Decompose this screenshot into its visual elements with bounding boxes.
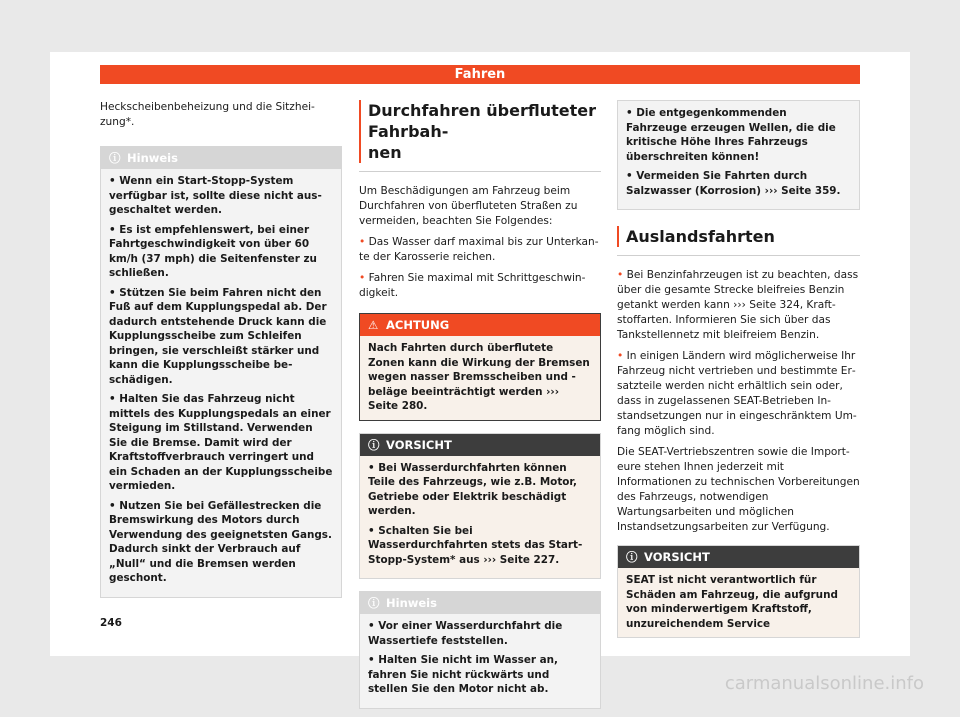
list-item: • Halten Sie das Fahrzeug nicht mittels des Kupplungspedals an einer Steigung im Stillstand. Verwenden Sie die Bremse. Damit wird der Kraftstoffverbrauch verringert und ein Schaden an der Kupplungsscheibe vermieden.	[109, 393, 333, 492]
vorsicht-title-bar	[360, 434, 600, 456]
bullet-icon: •	[359, 272, 366, 284]
list-item: • Halten Sie nicht im Wasser an, fahren Sie nicht rückwärts und stellen Sie den Motor nicht ab.	[368, 654, 558, 695]
list-item: • Schalten Sie bei Wasserdurchfahrten stets das Start-Stopp-System* aus ››› Seite 227.	[368, 524, 583, 566]
hinweis-body	[360, 614, 600, 708]
caution-icon: ⓘ	[626, 550, 638, 564]
section-heading: Durchfahren überfluteter Fahrbah- nen	[359, 100, 601, 163]
list-item: • Vor einer Wasserdurchfahrt die Wassertiefe feststellen.	[368, 620, 563, 647]
list-item: • Es ist empfehlenswert, bei einer Fahrtgeschwindigkeit von über 60 km/h (37 mph) die Seitenfenster zu schließen.	[109, 223, 317, 279]
list-item: • Bei Wasserdurchfahrten können Teile des Fahrzeugs, wie z.B. Motor, Getriebe oder Elektrik beschädigt werden.	[368, 461, 577, 517]
achtung-title-bar	[360, 314, 600, 336]
achtung-title: ACHTUNG	[386, 318, 450, 332]
hinweis-box-2	[359, 591, 601, 709]
achtung-body: Nach Fahrten durch überflutete Zonen kann die Wirkung der Bremsen wegen nasser Bremsscheiben und -beläge beeinträchtigt werden ››› Seite 280.	[360, 336, 600, 420]
vorsicht-title: VORSICHT	[644, 550, 710, 564]
list-item: • Das Wasser darf maximal bis zur Unterkante der Karosserie reichen.	[359, 236, 599, 263]
section-header: Fahren	[100, 65, 860, 84]
info-icon: ⓘ	[109, 151, 121, 165]
heading-wrap	[359, 100, 601, 172]
vorsicht-box-2	[617, 545, 860, 638]
list-item: • Wenn ein Start-Stopp-System verfügbar ist, sollte diese nicht ausgeschaltet werden.	[109, 175, 322, 216]
list-item: • In einigen Ländern wird möglicherweise Ihr Fahrzeug nicht vertrieben und bestimmte Ersatzteile werden nicht erhältlich sein oder, dass in zugelassenen SEAT-Betrieben Instandsetzungen nur in eingeschränktem Umfang möglich sind.	[617, 350, 857, 437]
list-item: • Fahren Sie maximal mit Schrittgeschwindigkeit.	[359, 272, 586, 299]
column-1	[100, 100, 342, 606]
vorsicht-box	[359, 433, 601, 580]
caution-icon: ⓘ	[368, 437, 380, 452]
hinweis-title: Hinweis	[127, 151, 178, 165]
warning-icon: ⚠	[368, 318, 379, 332]
hinweis-box	[100, 146, 342, 598]
hinweis-body	[101, 169, 341, 597]
continued-body	[618, 101, 859, 209]
list-item: • Bei Benzinfahrzeugen ist zu beachten, dass über die gesamte Strecke bleifreies Benzin getankt werden kann ››› Seite 324, Kraftstoffarten. Informieren Sie sich über das Tankstellennetz mit bleifreiem Benzin.	[617, 269, 859, 341]
bullet-icon: •	[617, 269, 624, 281]
list-item: • Vermeiden Sie Fahrten durch Salzwasser (Korrosion) ››› Seite 359.	[626, 170, 841, 197]
section-heading: Auslandsfahrten	[617, 226, 860, 247]
intro-text: Heckscheibenbeheizung und die Sitzhei- zung*.	[100, 101, 315, 128]
paragraph: Die SEAT-Vertriebszentren sowie die Importeure stehen Ihnen jederzeit mit Informationen zu technischen Vorbereitungen des Fahrzeugs, notwendigen Wartungsarbeiten und möglichen Instandsetzungsarbeiten zur Verfügung.	[617, 446, 860, 533]
hinweis-title-bar	[101, 147, 341, 169]
hinweis-title-bar	[360, 592, 600, 614]
info-icon: ⓘ	[368, 596, 380, 610]
vorsicht-body	[360, 456, 600, 579]
column-3	[617, 100, 860, 646]
page-number: 246	[100, 617, 122, 629]
list-item: • Stützen Sie beim Fahren nicht den Fuß auf dem Kupplungspedal ab. Der dadurch entstehende Druck kann die Kupplungsscheibe zum Schleifen bringen, sie verschleißt stärker und kann die Kupplungsscheibe beschädigen.	[109, 286, 327, 386]
bullet-icon: •	[617, 350, 624, 362]
list-item: • Nutzen Sie bei Gefällestrecken die Bremswirkung des Motors durch Verwendung des geeignetsten Gangs. Dadurch sinkt der Verbrauch auf „Null“ und die Bremsen werden geschont.	[109, 499, 332, 584]
continued-box	[617, 100, 860, 210]
hinweis-title: Hinweis	[386, 596, 437, 610]
achtung-box	[359, 313, 601, 421]
column-2	[359, 100, 601, 717]
list-item: • Die entgegenkommenden Fahrzeuge erzeugen Wellen, die die kritische Höhe Ihres Fahrzeugs überschreiten können!	[626, 107, 836, 163]
vorsicht-title: VORSICHT	[386, 437, 452, 452]
intro-text: Um Beschädigungen am Fahrzeug beim Durchfahren von überfluteten Straßen zu vermeiden, beachten Sie Folgendes:	[359, 185, 578, 227]
watermark: carmanualsonline.info	[724, 673, 924, 694]
bullet-icon: •	[359, 236, 366, 248]
vorsicht-title-bar	[618, 546, 859, 568]
heading-wrap	[617, 226, 860, 256]
vorsicht-body: SEAT ist nicht verantwortlich für Schäden am Fahrzeug, die aufgrund von minderwertigem Kraftstoff, unzureichendem Service	[618, 568, 859, 637]
